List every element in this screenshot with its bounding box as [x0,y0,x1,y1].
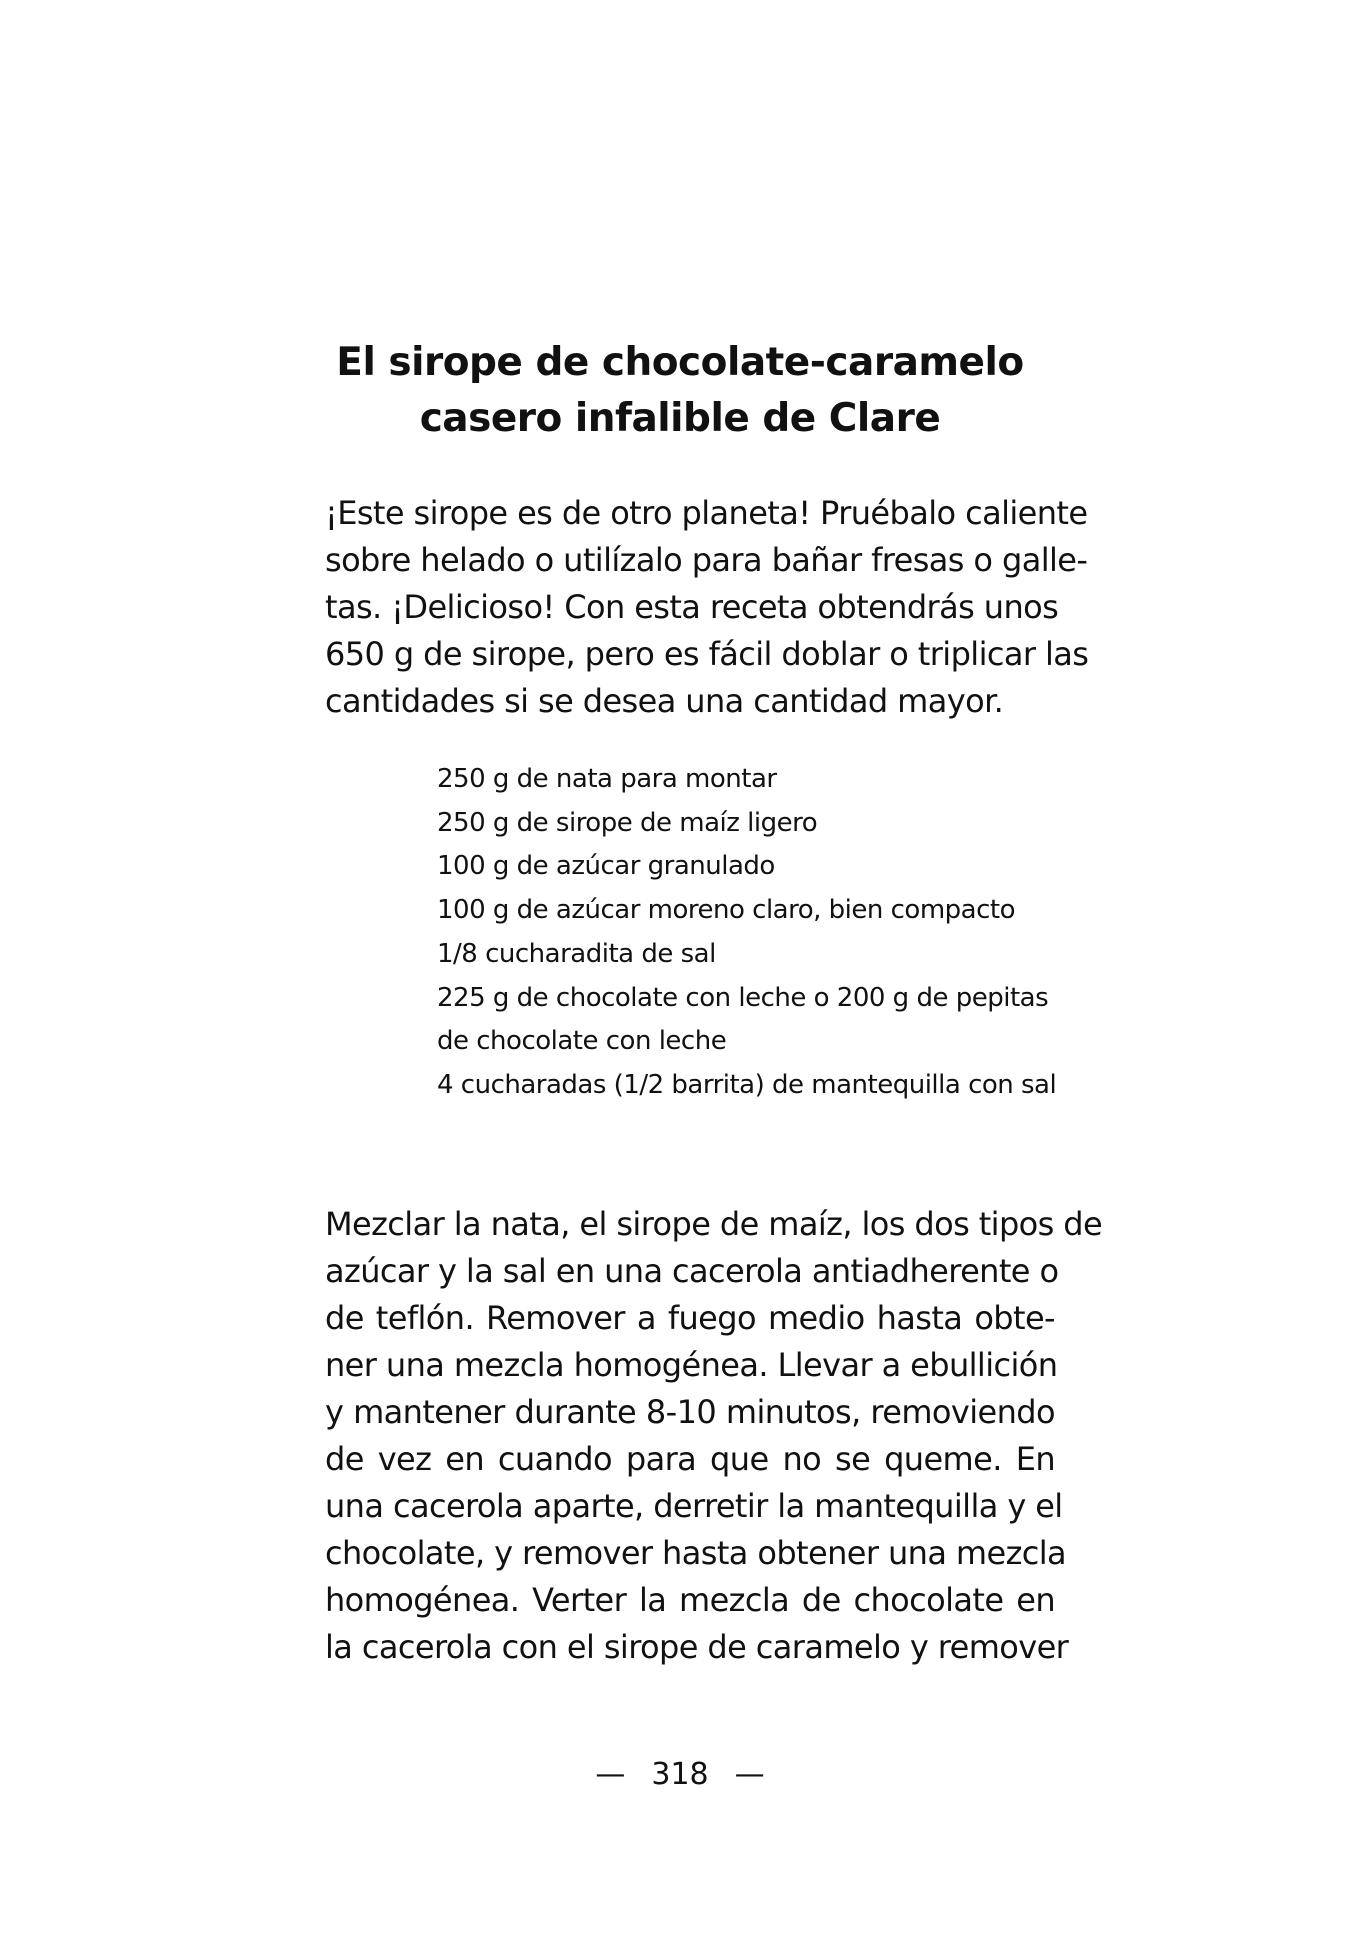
intro-paragraph [325,490,1089,725]
footer-dash-left: — [595,1757,626,1792]
ingredients-list [437,758,1077,1108]
method-line: de vez en cuando para que no se queme. En [325,1440,1055,1478]
page-footer [0,1755,1360,1795]
method-paragraph [325,1201,1103,1671]
ingredient-item: 100 g de azúcar moreno claro, bien compacto [437,895,1015,926]
recipe-title-line: casero infalible de Clare [419,396,941,441]
method-line: Mezclar la nata, el sirope de maíz, los dos tipos de [325,1205,1103,1243]
method-line: azúcar y la sal en una cacerola antiadherente o [325,1252,1059,1290]
recipe-title [0,335,1360,447]
intro-line: tas. ¡Delicioso! Con esta receta obtendrás unos [325,588,1059,626]
method-line: la cacerola con el sirope de caramelo y remover [325,1628,1069,1666]
ingredient-item: 250 g de nata para montar [437,764,777,794]
intro-line: cantidades si se desea una cantidad mayor. [325,682,1004,720]
ingredient-item: 1/8 cucharadita de sal [437,938,716,969]
page-number: 318 [651,1757,709,1792]
footer-dash-right: — [734,1757,765,1792]
ingredient-item: de chocolate con leche [437,1026,727,1057]
method-line: chocolate, y remover hasta obtener una mezcla [325,1534,1067,1572]
intro-line: 650 g de sirope, pero es fácil doblar o triplicar las [325,635,1089,673]
intro-line: sobre helado o utilízalo para bañar fresas o galle- [325,541,1088,579]
ingredient-item: 4 cucharadas (1/2 barrita) de mantequilla con sal [437,1069,1057,1100]
method-line: y mantener durante 8-10 minutos, removiendo [325,1393,1055,1431]
intro-line: ¡Este sirope es de otro planeta! Pruébalo caliente [325,494,1088,532]
method-line: de teflón. Remover a fuego medio hasta obte- [325,1299,1055,1337]
method-line: ner una mezcla homogénea. Llevar a ebullición [325,1346,1058,1384]
ingredient-item: 250 g de sirope de maíz ligero [437,807,818,838]
method-line: homogénea. Verter la mezcla de chocolate en [325,1581,1055,1619]
recipe-title-line: El sirope de chocolate-caramelo [336,340,1024,385]
method-line: una cacerola aparte, derretir la mantequilla y el [325,1487,1063,1525]
ingredient-item: 100 g de azúcar granulado [437,851,775,882]
ingredient-item: 225 g de chocolate con leche o 200 g de pepitas [437,982,1049,1013]
